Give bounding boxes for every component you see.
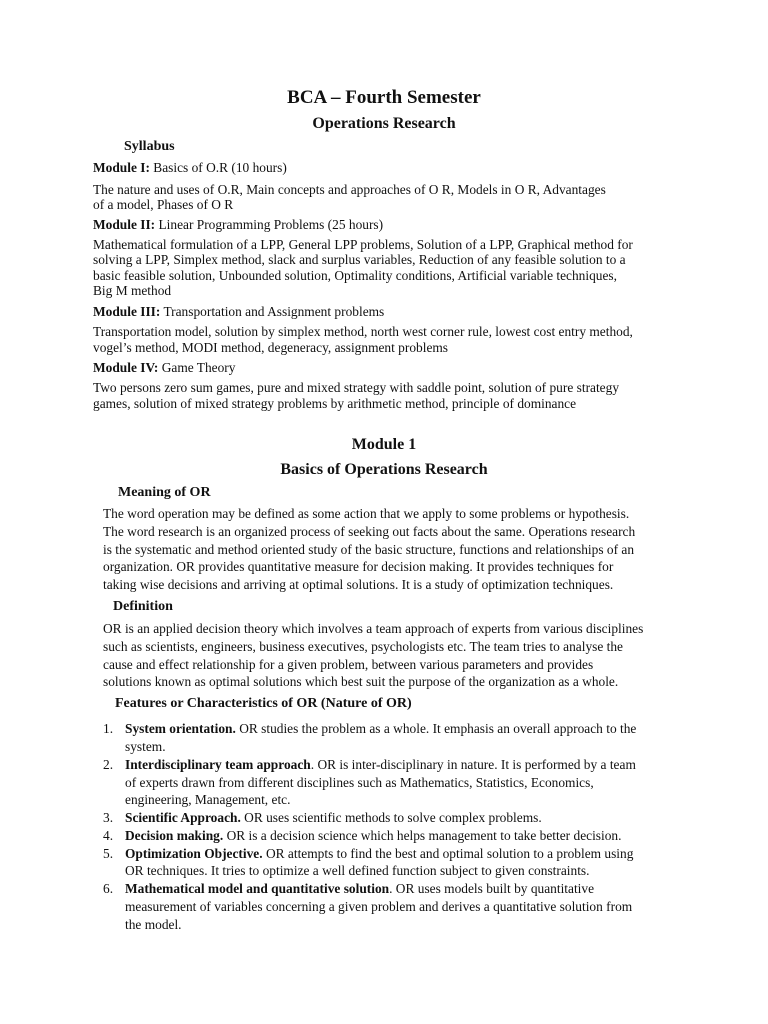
definition-line: OR is an applied decision theory which involves a team approach of experts from various disciplines xyxy=(103,621,644,636)
section-title: Basics of Operations Research xyxy=(280,461,488,478)
definition-line: cause and effect relationship for a given problem, between various parameters and provides xyxy=(103,657,594,672)
module-2-line: solving a LPP, Simplex method, slack and surplus variables, Reduction of any feasible solution to a xyxy=(93,252,626,267)
features-heading: Features or Characteristics of OR (Nature of OR) xyxy=(115,696,412,711)
section-heading: Module 1 xyxy=(351,436,417,453)
module-title: Game Theory xyxy=(158,360,236,375)
module-4-line: games, solution of mixed strategy problems by arithmetic method, principle of dominance xyxy=(93,396,577,411)
list-item xyxy=(125,845,633,862)
list-number: 1. xyxy=(103,721,114,736)
list-item xyxy=(125,880,594,897)
syllabus-heading: Syllabus xyxy=(124,139,175,154)
list-item xyxy=(125,827,621,844)
list-item xyxy=(125,720,636,737)
page-subtitle: Operations Research xyxy=(312,115,456,132)
list-item-continuation: of experts drawn from different disciplines such as Mathematics, Statistics, Economics, xyxy=(125,775,594,790)
module-3-line: vogel’s method, MODI method, degeneracy, assignment problems xyxy=(93,340,449,355)
module-label: Module I: xyxy=(93,160,150,175)
list-item-term: Optimization Objective. xyxy=(125,846,263,861)
list-item-text: OR studies the problem as a whole. It emphasis an overall approach to the xyxy=(235,721,637,736)
list-item-continuation: OR techniques. It tries to optimize a well defined function subject to given constraints. xyxy=(125,863,590,878)
module-2-line: basic feasible solution, Unbounded solution, Optimality conditions, Artificial variable techniques, xyxy=(93,268,617,283)
list-number: 5. xyxy=(103,846,114,861)
meaning-line: is the systematic and method oriented study of the basic structure, functions and relationships of an xyxy=(103,542,635,557)
module-title: Transportation and Assignment problems xyxy=(160,304,385,319)
list-item-continuation: engineering, Management, etc. xyxy=(125,792,291,807)
list-number: 4. xyxy=(103,828,114,843)
module-label: Module II: xyxy=(93,217,156,232)
module-2-line: Mathematical formulation of a LPP, General LPP problems, Solution of a LPP, Graphical method for xyxy=(93,237,633,252)
module-title: Linear Programming Problems (25 hours) xyxy=(155,217,384,232)
module-3-heading xyxy=(93,303,384,320)
list-item-text: . OR uses models built by quantitative xyxy=(389,881,595,896)
module-1-line: of a model, Phases of O R xyxy=(93,197,234,212)
module-label: Module III: xyxy=(93,304,161,319)
module-2-line: Big M method xyxy=(93,283,172,298)
definition-line: solutions known as optimal solutions which best suit the purpose of the organization as a whole. xyxy=(103,674,619,689)
meaning-heading: Meaning of OR xyxy=(118,485,211,500)
definition-line: such as scientists, engineers, business executives, psychologists etc. The team tries to analyse the xyxy=(103,639,624,654)
module-4-line: Two persons zero sum games, pure and mixed strategy with saddle point, solution of pure strategy xyxy=(93,380,620,395)
module-label: Module IV: xyxy=(93,360,159,375)
list-number: 2. xyxy=(103,757,114,772)
meaning-line: organization. OR provides quantitative measure for decision making. It provides techniques for xyxy=(103,559,614,574)
list-item-text: OR attempts to find the best and optimal solution to a problem using xyxy=(262,846,634,861)
list-item-text: . OR is inter-disciplinary in nature. It is performed by a team xyxy=(310,757,636,772)
list-item xyxy=(125,809,542,826)
meaning-line: The word research is an organized process of seeking out facts about the same. Operations research xyxy=(103,524,636,539)
definition-heading: Definition xyxy=(113,599,173,614)
module-1-line: The nature and uses of O.R, Main concepts and approaches of O R, Models in O R, Advantages xyxy=(93,182,606,197)
list-item-continuation: system. xyxy=(125,739,166,754)
list-item-continuation: measurement of variables concerning a given problem and derives a quantitative solution from xyxy=(125,899,633,914)
list-item-term: Mathematical model and quantitative solution xyxy=(125,881,390,896)
meaning-line: The word operation may be defined as some action that we apply to some problems or hypothesis. xyxy=(103,506,630,521)
list-number: 3. xyxy=(103,810,114,825)
module-4-heading xyxy=(93,359,235,376)
list-item-text: OR is a decision science which helps management to take better decision. xyxy=(223,828,622,843)
module-title: Basics of O.R (10 hours) xyxy=(149,160,287,175)
list-item-text: OR uses scientific methods to solve complex problems. xyxy=(240,810,542,825)
module-2-heading xyxy=(93,216,383,233)
meaning-line: taking wise decisions and arriving at optimal solutions. It is a study of optimization techniques. xyxy=(103,577,614,592)
module-3-line: Transportation model, solution by simplex method, north west corner rule, lowest cost entry method, xyxy=(93,324,633,339)
module-1-heading xyxy=(93,159,287,176)
list-item-term: Interdisciplinary team approach xyxy=(125,757,311,772)
list-item-term: System orientation. xyxy=(125,721,236,736)
list-item-term: Scientific Approach. xyxy=(125,810,241,825)
list-item-term: Decision making. xyxy=(125,828,224,843)
list-item-continuation: the model. xyxy=(125,917,182,932)
list-item xyxy=(125,756,636,773)
list-number: 6. xyxy=(103,881,114,896)
page-title: BCA – Fourth Semester xyxy=(287,87,481,108)
